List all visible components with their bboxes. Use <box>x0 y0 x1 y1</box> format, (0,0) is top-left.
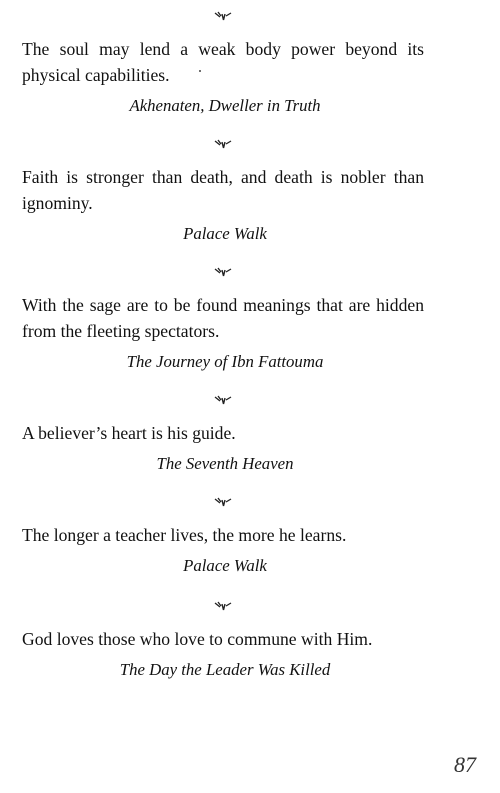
quote-block <box>22 138 424 245</box>
quote-text: The soul may lend a weak body power beyond its physical capabilities. <box>22 39 424 85</box>
quote-source: Palace Walk <box>183 556 267 575</box>
quote-text: Faith is stronger than death, and death is nobler than ignominy. <box>22 167 424 213</box>
quote-source: The Journey of Ibn Fattouma <box>126 352 324 371</box>
fleuron-divider-icon <box>22 496 424 510</box>
quote-block <box>22 496 424 577</box>
fleuron-divider-icon <box>22 600 424 614</box>
fleuron-divider-icon <box>22 394 424 408</box>
quote-text: The longer a teacher lives, the more he learns. <box>22 525 347 545</box>
quote-block <box>22 266 424 373</box>
stray-dot <box>199 70 201 72</box>
fleuron-divider-icon <box>22 266 424 280</box>
quote-source: Akhenaten, Dweller in Truth <box>129 96 321 115</box>
quote-source: The Day the Leader Was Killed <box>119 660 331 679</box>
fleuron-divider-icon <box>22 10 424 24</box>
quote-source: Palace Walk <box>183 224 267 243</box>
quote-text: With the sage are to be found meanings that are hidden from the fleeting spectators. <box>22 295 424 341</box>
quote-text: God loves those who love to commune with Him. <box>22 629 373 649</box>
quote-text: A believer’s heart is his guide. <box>22 423 236 443</box>
quote-block <box>22 394 424 475</box>
fleuron-divider-icon <box>22 138 424 152</box>
quote-block <box>22 600 424 681</box>
quote-source: The Seventh Heaven <box>156 454 294 473</box>
quote-block <box>22 10 424 117</box>
page-number: 87 <box>454 752 476 777</box>
